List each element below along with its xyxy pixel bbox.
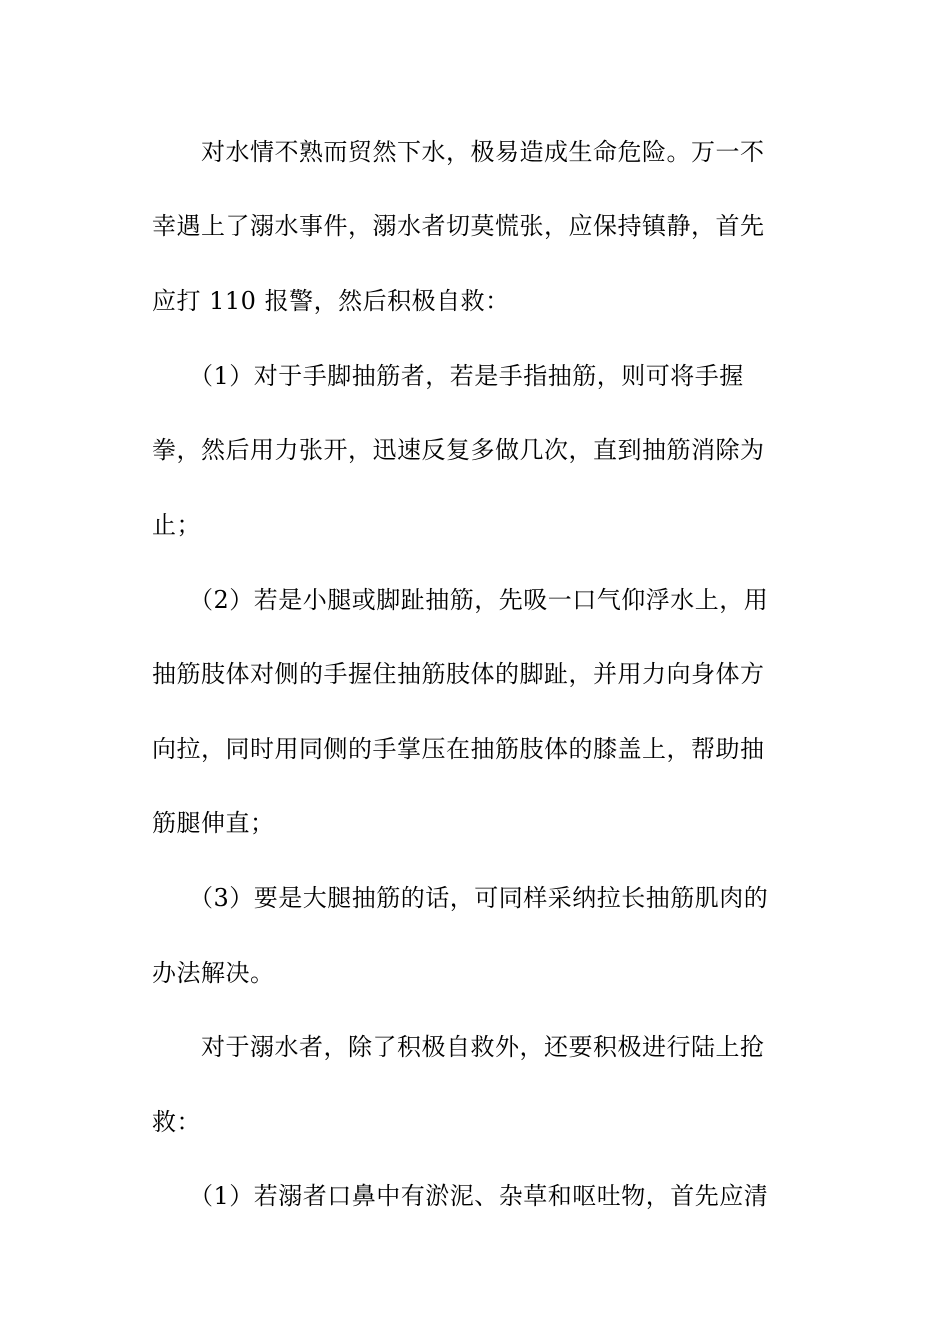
text-line-13: 对于溺水者，除了积极自救外，还要积极进行陆上抢: [152, 1033, 765, 1061]
text-line-3: 应打 110 报警，然后积极自救：: [152, 287, 510, 315]
text-line-9: 向拉，同时用同侧的手掌压在抽筋肢体的膝盖上，帮助抽: [152, 735, 765, 763]
text-line-4: （1）对于手脚抽筋者，若是手指抽筋，则可将手握: [152, 362, 744, 390]
text-line-8: 抽筋肢体对侧的手握住抽筋肢体的脚趾，并用力向身体方: [152, 660, 765, 688]
text-line-6: 止；: [152, 511, 201, 539]
text-line-10: 筋腿伸直；: [152, 809, 275, 837]
text-line-5: 拳，然后用力张开，迅速反复多做几次，直到抽筋消除为: [152, 436, 765, 464]
text-line-7: （2）若是小腿或脚趾抽筋，先吸一口气仰浮水上，用: [152, 586, 769, 614]
text-line-14: 救：: [152, 1108, 201, 1136]
text-line-2: 幸遇上了溺水事件，溺水者切莫慌张，应保持镇静，首先: [152, 212, 765, 240]
text-line-12: 办法解决。: [152, 959, 275, 987]
text-line-15: （1）若溺者口鼻中有淤泥、杂草和呕吐物，首先应清: [152, 1182, 769, 1210]
text-line-1: 对水情不熟而贸然下水，极易造成生命危险。万一不: [152, 138, 765, 166]
text-line-11: （3）要是大腿抽筋的话，可同样采纳拉长抽筋肌肉的: [152, 884, 769, 912]
